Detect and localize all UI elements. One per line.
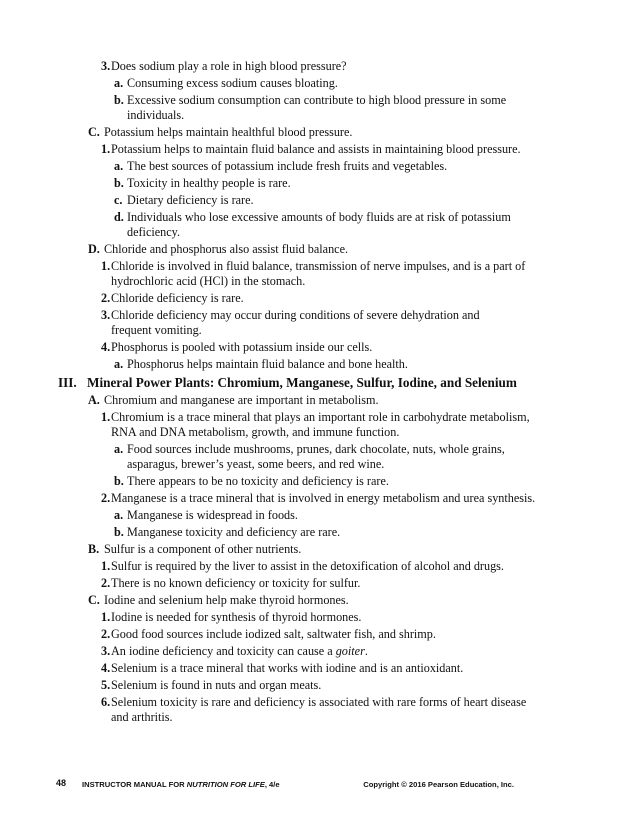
goiter-term: goiter: [335, 644, 365, 658]
outline-item: 3. Does sodium play a role in high blood pressure?: [101, 59, 347, 73]
outline-item: b. Manganese toxicity and deficiency are rare.: [114, 525, 341, 539]
outline-item: d. Individuals who lose excessive amounts of body fluids are at risk of potassium deficiency.: [114, 210, 511, 239]
outline-item: 1. Potassium helps to maintain fluid balance and assists in maintaining blood pressure.: [101, 142, 521, 156]
outline-item: b. There appears to be no toxicity and deficiency is rare.: [114, 474, 389, 488]
outline-item: 3. Chloride deficiency may occur during conditions of severe dehydration and frequent vomiting.: [101, 308, 480, 337]
page-footer: [0, 776, 638, 790]
outline-item: a. Manganese is widespread in foods.: [114, 508, 298, 522]
outline-section: C. Potassium helps maintain healthful blood pressure.: [88, 125, 353, 139]
outline-item: a. The best sources of potassium include fresh fruits and vegetables.: [114, 159, 448, 173]
outline-item: 2. Good food sources include iodized salt, saltwater fish, and shrimp.: [101, 627, 436, 641]
outline-item: 1. Chloride is involved in fluid balance, transmission of nerve impulses, and is a part of hydrochloric acid (HCl) in the stomach.: [101, 259, 526, 288]
outline-section: C. Iodine and selenium help make thyroid hormones.: [88, 593, 349, 607]
outline-section: A. Chromium and manganese are important in metabolism.: [88, 393, 379, 407]
outline-item: 4. Phosphorus is pooled with potassium inside our cells.: [101, 340, 373, 354]
outline-item: a. Phosphorus helps maintain fluid balance and bone health.: [114, 357, 408, 371]
outline-item: 1. Sulfur is required by the liver to assist in the detoxification of alcohol and drugs.: [101, 559, 504, 573]
outline-item: a. Consuming excess sodium causes bloating.: [114, 76, 338, 90]
outline-item: 1. Chromium is a trace mineral that plays an important role in carbohydrate metabolism, RNA and DNA metabolism, growth, and immune function.: [101, 410, 530, 439]
outline-item: a. Food sources include mushrooms, prunes, dark chocolate, nuts, whole grains, asparagus, brewer’s yeast, some beers, and red wine.: [114, 442, 505, 471]
outline-item: 2. Chloride deficiency is rare.: [101, 291, 244, 305]
outline-item: 2. There is no known deficiency or toxicity for sulfur.: [101, 576, 361, 590]
outline-item: b. Toxicity in healthy people is rare.: [114, 176, 291, 190]
outline-item: 1. Iodine is needed for synthesis of thyroid hormones.: [101, 610, 362, 624]
outline-item: 4. Selenium is a trace mineral that works with iodine and is an antioxidant.: [101, 661, 464, 675]
footer-title: INSTRUCTOR MANUAL FOR NUTRITION FOR LIFE, 4/e: [82, 780, 280, 789]
copyright-notice: Copyright © 2016 Pearson Education, Inc.: [363, 780, 514, 789]
outline-content: [0, 59, 638, 725]
page-number: 48: [56, 778, 67, 788]
outline-item: 3. An iodine deficiency and toxicity can cause a goiter.: [101, 644, 368, 658]
outline-section: D. Chloride and phosphorus also assist fluid balance.: [88, 242, 349, 256]
outline-section: B. Sulfur is a component of other nutrients.: [88, 542, 302, 556]
outline-item: c. Dietary deficiency is rare.: [114, 193, 254, 207]
outline-item: b. Excessive sodium consumption can contribute to high blood pressure in some individuals.: [114, 93, 507, 122]
outline-item: 6. Selenium toxicity is rare and deficiency is associated with rare forms of heart disease and arthritis.: [101, 695, 527, 724]
outline-item: 2. Manganese is a trace mineral that is involved in energy metabolism and urea synthesis.: [101, 491, 536, 505]
outline-item: 5. Selenium is found in nuts and organ meats.: [101, 678, 322, 692]
section-heading: III. Mineral Power Plants: Chromium, Manganese, Sulfur, Iodine, and Selenium: [58, 375, 517, 390]
